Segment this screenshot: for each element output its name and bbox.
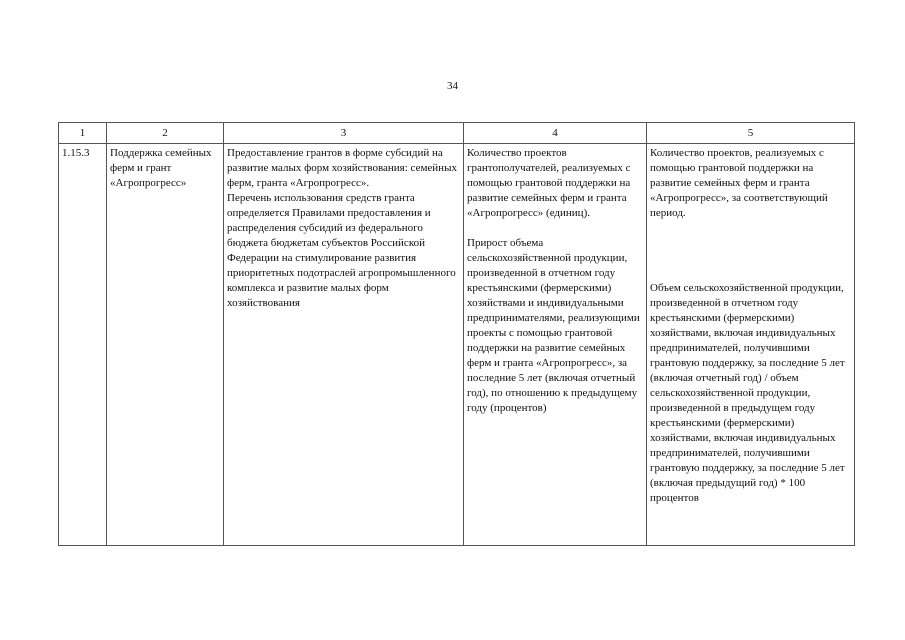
header-cell: 2 xyxy=(107,123,224,144)
header-cell: 5 xyxy=(647,123,855,144)
row-description-cell xyxy=(224,144,464,546)
method-paragraph: Объем сельскохозяйственной продукции, произведенной в отчетном году крестьянскими (фермерскими) хозяйствами, включая индивидуальных предпринимателей, получившими грантовую поддержку, за последние 5 лет (включая отчетный год) / объем сельскохозяйственной продукции, произведенной в предыдущем году крестьянскими (фермерскими) хозяйствами, включая индивидуальных предпринимателей, получившими грантовую поддержку, за последние 5 лет (включая предыдущий год) * 100 процентов xyxy=(650,282,845,504)
row-methods-cell xyxy=(647,144,855,546)
indicator-table xyxy=(58,122,855,546)
indicator-paragraph: Количество проектов грантополучателей, реализуемых с помощью грантовой поддержки на развитие семейных ферм и гранта «Агропрогресс» (единиц). xyxy=(467,147,631,219)
row-name-cell xyxy=(107,144,224,546)
row-indicators-cell xyxy=(464,144,647,546)
header-cell: 3 xyxy=(224,123,464,144)
page-number: 34 xyxy=(447,80,458,92)
header-cell: 4 xyxy=(464,123,647,144)
description-paragraph: Перечень использования средств гранта определяется Правилами предоставления и распределения субсидий из федерального бюджета бюджетам субъектов Российской Федерации на стимулирование развития приоритетных подотраслей агропромышленного комплекса и развитие малых форм хозяйствования xyxy=(227,192,456,309)
row-code-cell xyxy=(59,144,107,546)
indicator-paragraph: Прирост объема сельскохозяйственной продукции, произведенной в отчетном году крестьянскими (фермерскими) хозяйствами и индивидуальными предпринимателями, реализующими проекты с помощью грантовой поддержки на развитие семейных ферм и гранта «Агропрогресс», за последние 5 лет (включая отчетный год), по отношению к предыдущему году (процентов) xyxy=(467,237,640,414)
table-row xyxy=(59,144,855,546)
table-header-row xyxy=(59,123,855,144)
measure-name: Поддержка семейных ферм и грант «Агропрогресс» xyxy=(110,147,212,189)
method-paragraph: Количество проектов, реализуемых с помощью грантовой поддержки на развитие семейных ферм и гранта «Агропрогресс», за соответствующий период. xyxy=(650,147,828,219)
description-paragraph: Предоставление грантов в форме субсидий на развитие малых форм хозяйствования: семейных ферм, гранта «Агропрогресс». xyxy=(227,147,457,189)
header-cell: 1 xyxy=(59,123,107,144)
row-code: 1.15.3 xyxy=(62,147,90,159)
